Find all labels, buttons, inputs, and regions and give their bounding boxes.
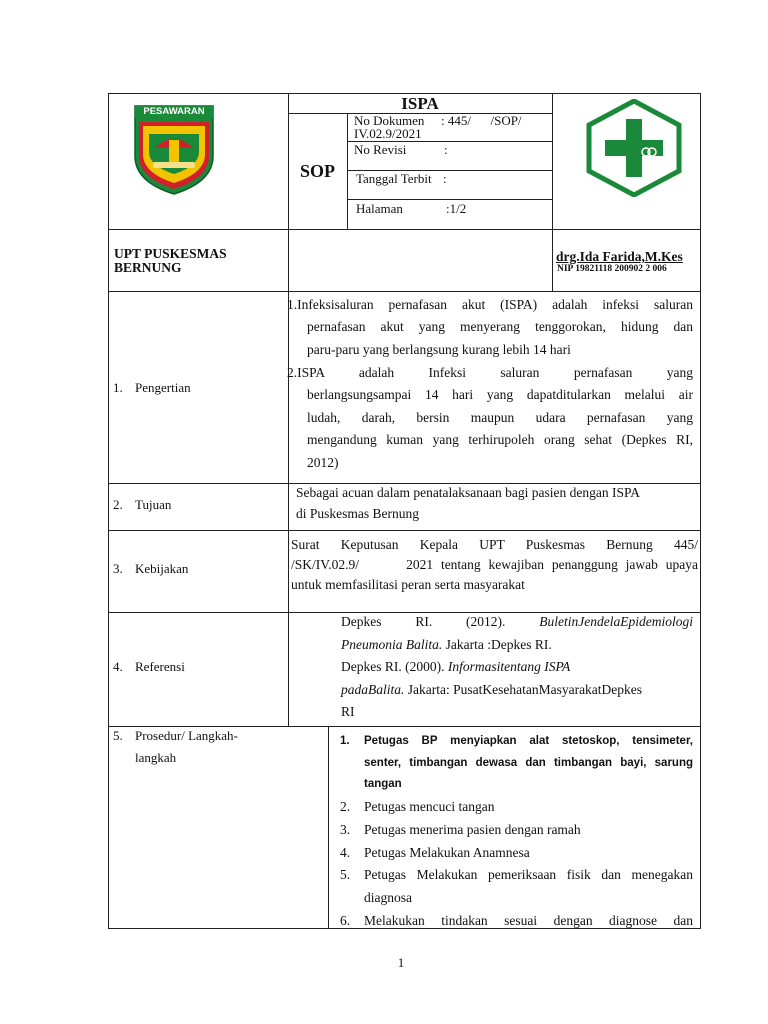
section-prosedur-label-1: Prosedur/ Langkah- [135, 728, 238, 743]
pengertian-text-2 [287, 362, 693, 385]
signer-nip: NIP 19821118 200902 2 006 [557, 264, 667, 274]
step-line: Petugas BP menyiapkan alat stetoskop, tensimeter, [364, 735, 693, 747]
ref1-author: Depkes RI. (2012). [341, 614, 540, 629]
ref2-title: Informasitentang ISPA [447, 659, 571, 674]
ref1-publisher: Jakarta :Depkes RI. [442, 636, 552, 652]
ref1-title-cont: Pneumonia Balita. [341, 636, 443, 652]
referensi-line [341, 656, 693, 679]
document-title: ISPA [401, 94, 439, 113]
pengertian-text [287, 294, 693, 317]
org-name-line2: BERNUNG [114, 260, 182, 275]
step-number: 5. [340, 867, 351, 882]
step-number: 1. [340, 735, 350, 747]
step-line: tangan [364, 778, 402, 790]
ref2-author: Depkes RI. (2000). [341, 659, 448, 674]
step-line: Petugas Melakukan pemeriksaan fisik dan menegakan [364, 867, 693, 882]
org-name-line1: UPT PUSKESMAS [114, 246, 227, 261]
section-pengertian-label: Pengertian [135, 380, 191, 395]
kebijakan-line: /SK/IV.02.9/ 2021 tentang kewajiban penanggung jawab upaya [291, 557, 698, 572]
ref2-publisher: Jakarta: PusatKesehatanMasyarakatDepkes [404, 681, 643, 697]
page-number: 1 [397, 955, 405, 970]
pengertian-line: 1.Infeksisaluran pernafasan akut (ISPA) adalah infeksi saluran [287, 297, 693, 312]
halaman-value: :1/2 [446, 201, 467, 216]
step-line: Melakukan tindakan sesuai dengan diagnose dan [364, 913, 693, 928]
referensi-line [341, 679, 693, 702]
pengertian-line: ludah, darah, bersin maupun udara pernafasan yang [307, 409, 693, 425]
tanggal-label: Tanggal Terbit [356, 171, 432, 186]
tujuan-text [296, 482, 696, 524]
pengertian-text-2-cont [307, 384, 693, 474]
pengertian-line: pernafasan akut yang menyerang tenggorokan, hidung dan [307, 319, 693, 334]
referensi-line [341, 634, 693, 657]
tujuan-line: di Puskesmas Bernung [296, 506, 419, 521]
step-line: Petugas mencuci tangan [364, 799, 495, 814]
revisi-label: No Revisi [354, 142, 407, 157]
pengertian-line: mengandung kuman yang terhirupoleh orang sehat (Depkes RI, [307, 432, 693, 447]
step-number: 4. [340, 845, 351, 860]
sop-label: SOP [299, 161, 335, 181]
tujuan-line: Sebagai acuan dalam penatalaksanaan bagi pasien dengan ISPA [296, 485, 641, 500]
section-prosedur-label-2: langkah [135, 750, 177, 765]
pengertian-line: 2.ISPA adalah Infeksi saluran pernafasan yang [287, 365, 693, 380]
step-line: Petugas menerima pasien dengan ramah [364, 822, 581, 837]
kebijakan-line: untuk memfasilitasi peran serta masyarakat [291, 577, 525, 592]
step-number: 3. [340, 822, 351, 837]
logo-pesawaran [133, 104, 215, 196]
doc-no-value-2: IV.02.9/2021 [354, 126, 422, 141]
step-line: diagnosa [364, 889, 412, 905]
referensi-line [341, 611, 693, 634]
kebijakan-text [291, 535, 698, 595]
kebijakan-line: Surat Keputusan Kepala UPT Puskesmas Bernung 445/ [291, 537, 698, 552]
pengertian-line: paru-paru yang berlangsung kurang lebih 14 hari [307, 341, 571, 357]
section-tujuan-num: 2. [113, 497, 123, 512]
referensi-text [341, 611, 693, 724]
logo-left-text: PESAWARAN [143, 106, 205, 117]
section-referensi-label: Referensi [135, 659, 185, 674]
doc-no-value: : 445/ /SOP/ [441, 113, 522, 128]
pengertian-text-cont [307, 316, 693, 361]
ref1-title: BuletinJendelaEpidemiologi [539, 614, 693, 629]
section-tujuan-label: Tujuan [135, 497, 172, 512]
ref2-title-cont: padaBalita. [341, 681, 405, 697]
pengertian-line: berlangsungsampai 14 hari yang dapatditularkan melalui air [307, 387, 693, 402]
referensi-line: RI [341, 704, 355, 719]
step-line: senter, timbangan dewasa dan timbangan bayi, sarung [364, 756, 693, 769]
section-pengertian-num: 1. [113, 380, 123, 395]
doc-no-label: No Dokumen [354, 113, 425, 128]
section-prosedur-num: 5. [113, 728, 123, 743]
pengertian-line: 2012) [307, 454, 339, 470]
section-kebijakan-num: 3. [113, 561, 123, 576]
section-kebijakan-label: Kebijakan [135, 561, 189, 576]
tanggal-value: : [443, 171, 447, 186]
signer-name: drg.Ida Farida,M.Kes [556, 249, 683, 264]
step-number: 2. [340, 799, 351, 814]
section-referensi-num: 4. [113, 659, 123, 674]
revisi-value: : [444, 142, 448, 157]
step-line: Petugas Melakukan Anamnesa [364, 845, 530, 860]
step-number: 6. [340, 913, 351, 928]
logo-puskesmas [586, 99, 682, 197]
halaman-label: Halaman [356, 201, 403, 216]
